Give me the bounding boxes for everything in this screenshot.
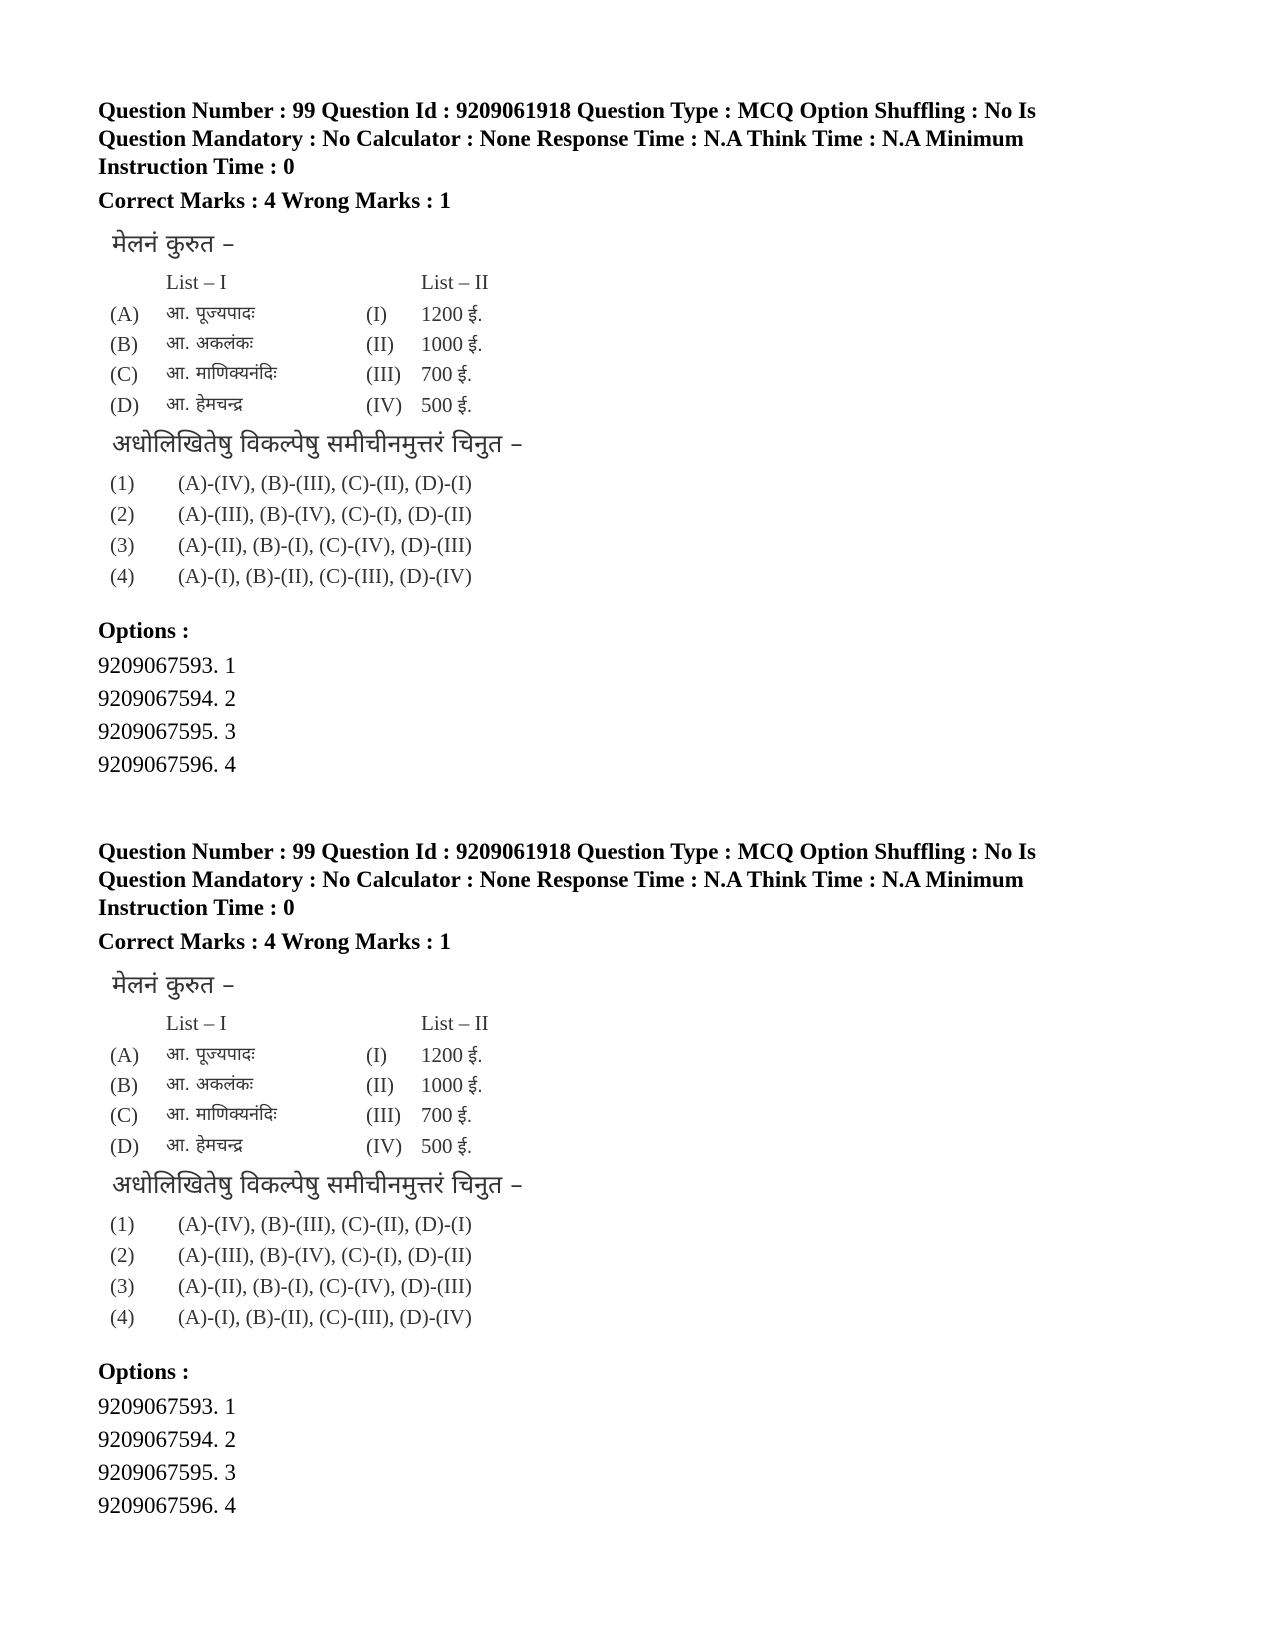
list-1-value: आ. हेमचन्द्र xyxy=(166,394,243,415)
era-suffix: ई. xyxy=(468,335,483,356)
answer-choice-row xyxy=(98,1271,558,1301)
list-1-value: आ. माणिक्यनंदिः xyxy=(166,1104,277,1125)
option-item: 9209067594. 2 xyxy=(98,686,236,711)
match-row xyxy=(98,1070,538,1100)
question-meta-line: Question Mandatory : No Calculator : None Response Time : N.A Think Time : N.A Minimum xyxy=(98,126,1024,151)
options-label: Options : xyxy=(98,1359,190,1384)
match-row xyxy=(98,1131,538,1161)
list-1-key: (A) xyxy=(110,302,140,326)
era-suffix: ई. xyxy=(457,365,473,386)
list-2-key: (II) xyxy=(366,1073,394,1097)
answer-choice-text: (A)-(II), (B)-(I), (C)-(IV), (D)-(III) xyxy=(178,533,472,557)
answer-choice-row xyxy=(98,1302,558,1332)
list-2-key: (III) xyxy=(366,1103,401,1127)
question-meta-line: Instruction Time : 0 xyxy=(98,895,295,920)
era-suffix: ई. xyxy=(457,396,473,417)
answer-choice-number: (2) xyxy=(110,1243,135,1267)
question-image xyxy=(98,227,558,607)
answer-choice-text: (A)-(III), (B)-(IV), (C)-(I), (D)-(II) xyxy=(178,1243,472,1267)
answer-choice-number: (1) xyxy=(110,471,135,495)
list-1-key: (B) xyxy=(110,332,138,356)
match-row xyxy=(98,1040,538,1070)
question-block xyxy=(98,838,1178,1522)
list-1-value: आ. हेमचन्द्र xyxy=(166,1135,243,1156)
list-2-key: (IV) xyxy=(366,393,403,417)
question-title: मेलनं कुरुत – xyxy=(112,970,235,999)
year-number: 700 xyxy=(421,362,453,386)
list-2-value xyxy=(421,1100,472,1132)
answer-choice-number: (4) xyxy=(110,1305,135,1329)
match-row xyxy=(98,299,538,329)
list-2-key: (I) xyxy=(366,302,387,326)
list-2-value xyxy=(421,390,472,422)
answer-choice-row xyxy=(98,499,558,529)
option-item: 9209067593. 1 xyxy=(98,653,236,678)
list-1-key: (C) xyxy=(110,1103,138,1127)
list-1-key: (D) xyxy=(110,393,140,417)
list-2-header: List – II xyxy=(421,1011,489,1035)
question-title: मेलनं कुरुत – xyxy=(112,229,235,258)
list-2-key: (I) xyxy=(366,1043,387,1067)
list-2-value xyxy=(421,1131,472,1163)
question-image xyxy=(98,968,558,1348)
year-number: 500 xyxy=(421,393,453,417)
era-suffix: ई. xyxy=(468,305,483,326)
question-meta xyxy=(98,97,1178,181)
list-2-value xyxy=(421,299,483,331)
options-list xyxy=(98,1390,1178,1522)
question-meta-line: Instruction Time : 0 xyxy=(98,154,295,179)
list-2-key: (IV) xyxy=(366,1134,403,1158)
answer-choice-text: (A)-(III), (B)-(IV), (C)-(I), (D)-(II) xyxy=(178,502,472,526)
match-row xyxy=(98,1100,538,1130)
answer-choice-row xyxy=(98,1209,558,1239)
list-1-value: आ. अकलंकः xyxy=(166,1074,254,1095)
question-meta xyxy=(98,838,1178,922)
option-item: 9209067596. 4 xyxy=(98,1493,236,1518)
list-1-value: आ. पूज्यपादः xyxy=(166,303,255,324)
list-1-value: आ. माणिक्यनंदिः xyxy=(166,363,277,384)
option-item: 9209067596. 4 xyxy=(98,752,236,777)
year-number: 1000 xyxy=(421,332,463,356)
list-2-key: (II) xyxy=(366,332,394,356)
answer-choice-row xyxy=(98,561,558,591)
question-block xyxy=(98,97,1178,781)
match-row xyxy=(98,329,538,359)
list-1-key: (D) xyxy=(110,1134,140,1158)
marks-line: Correct Marks : 4 Wrong Marks : 1 xyxy=(98,929,451,954)
question-meta-line: Question Mandatory : No Calculator : None Response Time : N.A Think Time : N.A Minimum xyxy=(98,867,1024,892)
list-2-value xyxy=(421,1070,483,1102)
options-label: Options : xyxy=(98,618,190,643)
answer-choice-text: (A)-(IV), (B)-(III), (C)-(II), (D)-(I) xyxy=(178,1212,472,1236)
match-row xyxy=(98,390,538,420)
list-1-header: List – I xyxy=(166,1011,227,1035)
list-1-key: (A) xyxy=(110,1043,140,1067)
answer-choice-text: (A)-(I), (B)-(II), (C)-(III), (D)-(IV) xyxy=(178,1305,472,1329)
era-suffix: ई. xyxy=(457,1106,473,1127)
list-1-value: आ. अकलंकः xyxy=(166,333,254,354)
question-meta-line: Question Number : 99 Question Id : 9209061918 Question Type : MCQ Option Shuffling : No Is xyxy=(98,839,1037,864)
answer-choice-text: (A)-(I), (B)-(II), (C)-(III), (D)-(IV) xyxy=(178,564,472,588)
answer-choice-number: (2) xyxy=(110,502,135,526)
list-2-header: List – II xyxy=(421,270,489,294)
list-2-value xyxy=(421,329,483,361)
list-1-key: (C) xyxy=(110,362,138,386)
list-2-key: (III) xyxy=(366,362,401,386)
era-suffix: ई. xyxy=(457,1137,473,1158)
question-meta-line: Question Number : 99 Question Id : 9209061918 Question Type : MCQ Option Shuffling : No Is xyxy=(98,98,1037,123)
year-number: 1200 xyxy=(421,1043,463,1067)
list-1-key: (B) xyxy=(110,1073,138,1097)
list-2-value xyxy=(421,1040,483,1072)
answer-choice-text: (A)-(II), (B)-(I), (C)-(IV), (D)-(III) xyxy=(178,1274,472,1298)
answer-choice-number: (3) xyxy=(110,1274,135,1298)
year-number: 1000 xyxy=(421,1073,463,1097)
year-number: 500 xyxy=(421,1134,453,1158)
answer-choice-number: (1) xyxy=(110,1212,135,1236)
answer-choice-number: (3) xyxy=(110,533,135,557)
option-item: 9209067593. 1 xyxy=(98,1394,236,1419)
list-1-value: आ. पूज्यपादः xyxy=(166,1044,255,1065)
list-2-value xyxy=(421,359,472,391)
list-1-header: List – I xyxy=(166,270,227,294)
era-suffix: ई. xyxy=(468,1046,483,1067)
question-instruction: अधोलिखितेषु विकल्पेषु समीचीनमुत्तरं चिनुत – xyxy=(112,1170,523,1199)
option-item: 9209067594. 2 xyxy=(98,1427,236,1452)
options-list xyxy=(98,649,1178,781)
option-item: 9209067595. 3 xyxy=(98,719,236,744)
option-item: 9209067595. 3 xyxy=(98,1460,236,1485)
answer-choice-row xyxy=(98,1240,558,1270)
marks-line: Correct Marks : 4 Wrong Marks : 1 xyxy=(98,188,451,213)
answer-choice-text: (A)-(IV), (B)-(III), (C)-(II), (D)-(I) xyxy=(178,471,472,495)
answer-choice-row xyxy=(98,468,558,498)
question-instruction: अधोलिखितेषु विकल्पेषु समीचीनमुत्तरं चिनुत – xyxy=(112,429,523,458)
match-row xyxy=(98,359,538,389)
year-number: 1200 xyxy=(421,302,463,326)
answer-choice-row xyxy=(98,530,558,560)
year-number: 700 xyxy=(421,1103,453,1127)
era-suffix: ई. xyxy=(468,1076,483,1097)
answer-choice-number: (4) xyxy=(110,564,135,588)
